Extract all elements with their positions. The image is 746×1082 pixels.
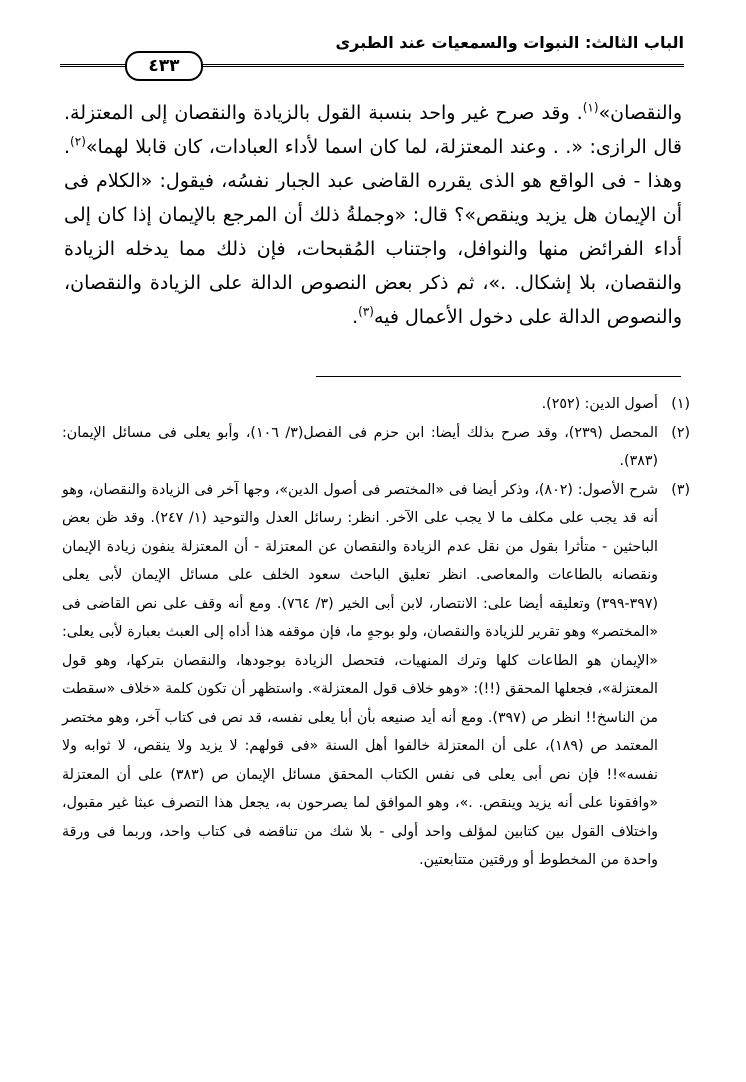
footnote-number: (٢) (671, 424, 690, 441)
footnote-text: شرح الأصول: (٨٠٢)، وذكر أيضا فى «المختصر فى أصول الدين»، وجها آخر فى الزيادة والنقصان، وهو أنه قد يجب على مكلف ما لا يجب على الآخر. انظر: رسائل العدل والتوحيد (١/ ٢٤٧). وقد ظن بعض الباحثين - متأثرا بقول من نقل عدم الزيادة والنقصان عن المعتزلة - أن المعتزلة ينفون زيادة الإيمان ونقصانه بالطاعات والمعاصى. انظر تعليق الباحث سعود الخلف على مسائل الإيمان لأبى يعلى (٣٩٧-٣٩٩) وتعليقه أيضا على: الانتصار، لابن أبى الخير (٣/ ٧٦٤). ومع أنه وقف على نص القاضى فى «المختصر» وهو تقرير للزيادة والنقصان، ولو بوجهٍ ما، فإن موقفه هذا أداه إلى العبث بعبارة لأبى يعلى: «الإيمان هو الطاعات كلها وترك المنهيات، فتحصل الزيادة بوجودها، والنقصان بتركها، وهو قول المعتزلة»، فجعلها المحقق (!!): «وهو خلاف قول المعتزلة». واستظهر أن تكون كلمة «خلاف «سقطت من الناسخ!! انظر ص (٣٩٧). ومع أنه أيد صنيعه بأن أبا يعلى نفسه، قد نص فى كتاب آخر، وهو مختصر المعتمد ص (١٨٩)، على أن المعتزلة خالفوا أهل السنة «فى قولهم: لا يزيد ولا ينقص، لا ثوابه ولا نفسه»!! فإن نص أبى يعلى فى نفس الكتاب المحقق مسائل الإيمان ص (٣٨٣) على أن المعتزلة «وافقونا على أنه يزيد وينقص. .»، وهو الموافق لما يصرحون به، يجعل هذا التصرف عبثا غير مقبول، واختلاف القول بين كتابين لمؤلف واحد أولى - بلا شك من تناقضه فى كتاب واحد، وربما فى ورقة واحدة من المخطوط أو ورقتين متتابعتين. (62, 481, 659, 868)
footnote-ref-1[interactable]: (١) (582, 100, 599, 115)
footnote-3 (62, 476, 690, 875)
footnote-1 (62, 390, 690, 419)
body-segment: . وقد صرح غير واحد بنسبة القول بالزيادة والنقصان إلى المعتزلة. قال الرازى: «. . وعند المعتزلة، لما كان اسما لأداء العبادات، كان قابلا لهما» (64, 102, 682, 158)
footnote-text: المحصل (٢٣٩)، وقد صرح بذلك أيضا: ابن حزم فى الفصل(٣/ ١٠٦)، وأبو يعلى فى مسائل الإيمان: (٣٨٣). (62, 424, 659, 469)
footnote-ref-2[interactable]: (٢) (70, 134, 86, 149)
page-number: ٤٣٣ (125, 51, 203, 81)
footnotes (62, 390, 690, 875)
footnote-number: (٣) (671, 481, 690, 498)
footnote-separator (316, 376, 681, 377)
footnote-ref-3[interactable]: (٣) (358, 304, 374, 319)
body-segment: . (352, 306, 359, 328)
footnote-2 (62, 419, 690, 476)
footnote-text: أصول الدين: (٢٥٢). (541, 396, 658, 412)
running-title: الباب الثالث: النبوات والسمعيات عند الطبرى (335, 33, 684, 52)
page-header (60, 30, 684, 76)
body-segment: والنقصان» (598, 102, 682, 124)
body-segment: . وهذا - فى الواقع هو الذى يقرره القاضى عبد الجبار نفسُه، فيقول: «الكلام فى أن الإيمان هل يزيد وينقص»؟ قال: «وجملةُ ذلك أن المرجع بالإيمان إذا كان إلى أداء الفرائض منها والنوافل، واجتناب المُقبحات، فإن ذلك مما يدخله الزيادة والنقصان، بلا إشكال. .»، ثم ذكر بعض النصوص الدالة على الزيادة والنقصان، والنصوص الدالة على دخول الأعمال فيه (64, 136, 682, 328)
footnote-number: (١) (671, 396, 690, 412)
main-paragraph (64, 96, 682, 334)
